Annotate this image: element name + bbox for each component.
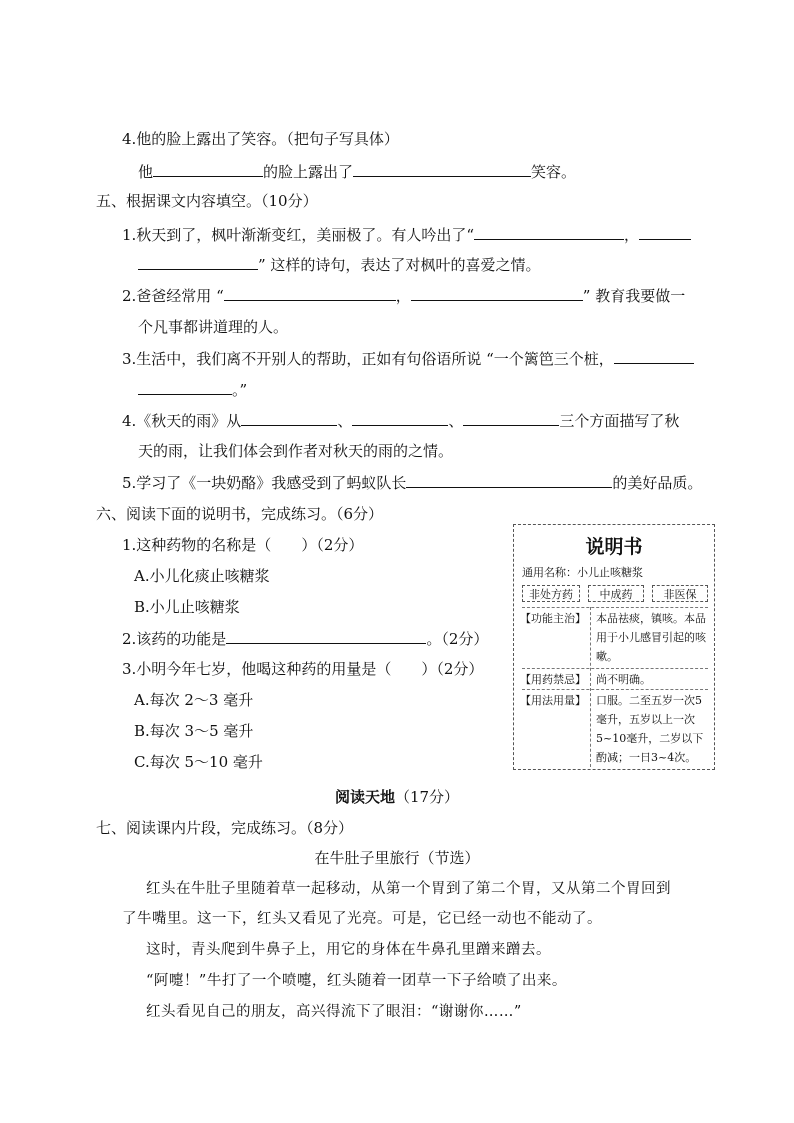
sec6-q1-option-a[interactable]: A.小儿化痰止咳糖浆	[134, 567, 270, 585]
caution-text: 尚不明确。	[596, 673, 651, 686]
sec6-q3-option-a[interactable]: A.每次 2～3 毫升	[134, 691, 254, 709]
passage-title: 在牛肚子里旅行（节选）	[314, 849, 480, 867]
passage-paragraph-1-cont: 了牛嘴里。这一下，红头又看见了光亮。可是，它已经一动也不能动了。	[122, 911, 602, 927]
function-label: 【功能主治】	[520, 612, 586, 625]
passage-paragraph-4: 红头看见自己的朋友，高兴得流下了眼泪：“谢谢你……”	[146, 1004, 522, 1020]
dosage-text: 口服。二至五岁一次5毫升，五岁以上一次5~10毫升，二岁以下酌减；一日3~4次。	[596, 694, 704, 764]
sec6-q3-option-b[interactable]: B.每次 3～5 毫升	[134, 722, 254, 740]
sec5-item-4-cont: 天的雨，让我们体会到作者对秋天的雨的之情。	[138, 442, 454, 460]
medicine-title: 说明书	[585, 536, 643, 558]
sec6-q2: 2.该药的功能是 。（2分）	[122, 630, 489, 648]
sec6-q1-option-b[interactable]: B.小儿止咳糖浆	[134, 598, 240, 616]
caution-label: 【用药禁忌】	[520, 673, 586, 686]
function-text: 本品祛痰，镇咳。本品用于小儿感冒引起的咳嗽。	[596, 612, 706, 663]
sec5-blank-1b[interactable]	[639, 224, 691, 240]
sec5-item-4: 4.《秋天的雨》从 、 、 三个方面描写了秋	[122, 412, 680, 430]
sec5-item-3-cont: 。”	[138, 379, 247, 400]
sec5-blank-4a[interactable]	[241, 410, 337, 426]
sec5-blank-1a[interactable]	[474, 224, 624, 240]
passage-paragraph-3: “阿嚏！”牛打了一个喷嚏，红头随着一团草一下子给喷了出来。	[146, 973, 567, 989]
sec5-blank-5[interactable]	[406, 472, 612, 488]
medicine-instruction-box	[513, 524, 715, 770]
sec5-blank-3a[interactable]	[614, 348, 694, 364]
tag-chinese-medicine: 中成药	[588, 585, 644, 602]
q4-blank-2[interactable]	[353, 161, 531, 177]
tag-non-insurance: 非医保	[652, 585, 708, 602]
sec5-blank-4c[interactable]	[463, 410, 559, 426]
sec5-item-3: 3.生活中，我们离不开别人的帮助，正如有句俗语所说 “一个篱笆三个桩，	[122, 348, 694, 369]
section-7-title: 七、阅读课内片段，完成练习。（8分）	[96, 819, 354, 837]
tag-otc: 非处方药	[522, 585, 580, 602]
q4-blank-1[interactable]	[153, 161, 263, 177]
sec5-blank-2b[interactable]	[411, 285, 583, 301]
sec5-item-1: 1.秋天到了，枫叶渐渐变红，美丽极了。有人吟出了“ ，	[122, 224, 691, 245]
q4-prompt: 4.他的脸上露出了笑容。（把句子写具体）	[122, 130, 399, 148]
sec6-q1: 1.这种药物的名称是（ ）（2分）	[122, 536, 364, 554]
sec5-item-2: 2.爸爸经常用 “ ， ” 教育我要做一	[122, 287, 686, 305]
sec5-item-2-cont: 个凡事都讲道理的人。	[138, 318, 289, 336]
sec5-item-1-cont: ” 这样的诗句，表达了对枫叶的喜爱之情。	[138, 254, 540, 275]
sec5-blank-3b[interactable]	[138, 379, 232, 395]
q4-answer-line: 他 的脸上露出了 笑容。	[138, 163, 577, 181]
sec6-q2-blank[interactable]	[226, 628, 426, 644]
passage-paragraph-2: 这时，青头爬到牛鼻子上，用它的身体在牛鼻孔里蹭来蹭去。	[146, 942, 551, 958]
sec6-q3-option-c[interactable]: C.每次 5～10 毫升	[134, 753, 263, 771]
sec5-blank-4b[interactable]	[352, 410, 448, 426]
passage-paragraph-1: 红头在牛肚子里随着草一起移动，从第一个胃到了第二个胃，又从第二个胃回到	[146, 881, 671, 897]
divider	[522, 607, 708, 608]
sec6-q3: 3.小明今年七岁，他喝这种药的用量是（ ）（2分）	[122, 660, 484, 678]
dosage-label: 【用法用量】	[520, 694, 586, 707]
divider	[522, 689, 708, 690]
reading-heading: 阅读天地（17分）	[334, 788, 460, 806]
divider	[590, 607, 591, 767]
sec5-blank-1c[interactable]	[138, 254, 258, 270]
medicine-generic-name: 通用名称：小儿止咳糖浆	[522, 566, 643, 579]
sec5-blank-2a[interactable]	[224, 285, 396, 301]
section-6-title: 六、阅读下面的说明书，完成练习。（6分）	[96, 505, 384, 523]
divider	[522, 668, 708, 669]
sec5-item-5: 5.学习了《一块奶酪》我感受到了蚂蚁队长 的美好品质。	[122, 474, 703, 492]
section-5-title: 五、根据课文内容填空。（10分）	[96, 192, 318, 210]
